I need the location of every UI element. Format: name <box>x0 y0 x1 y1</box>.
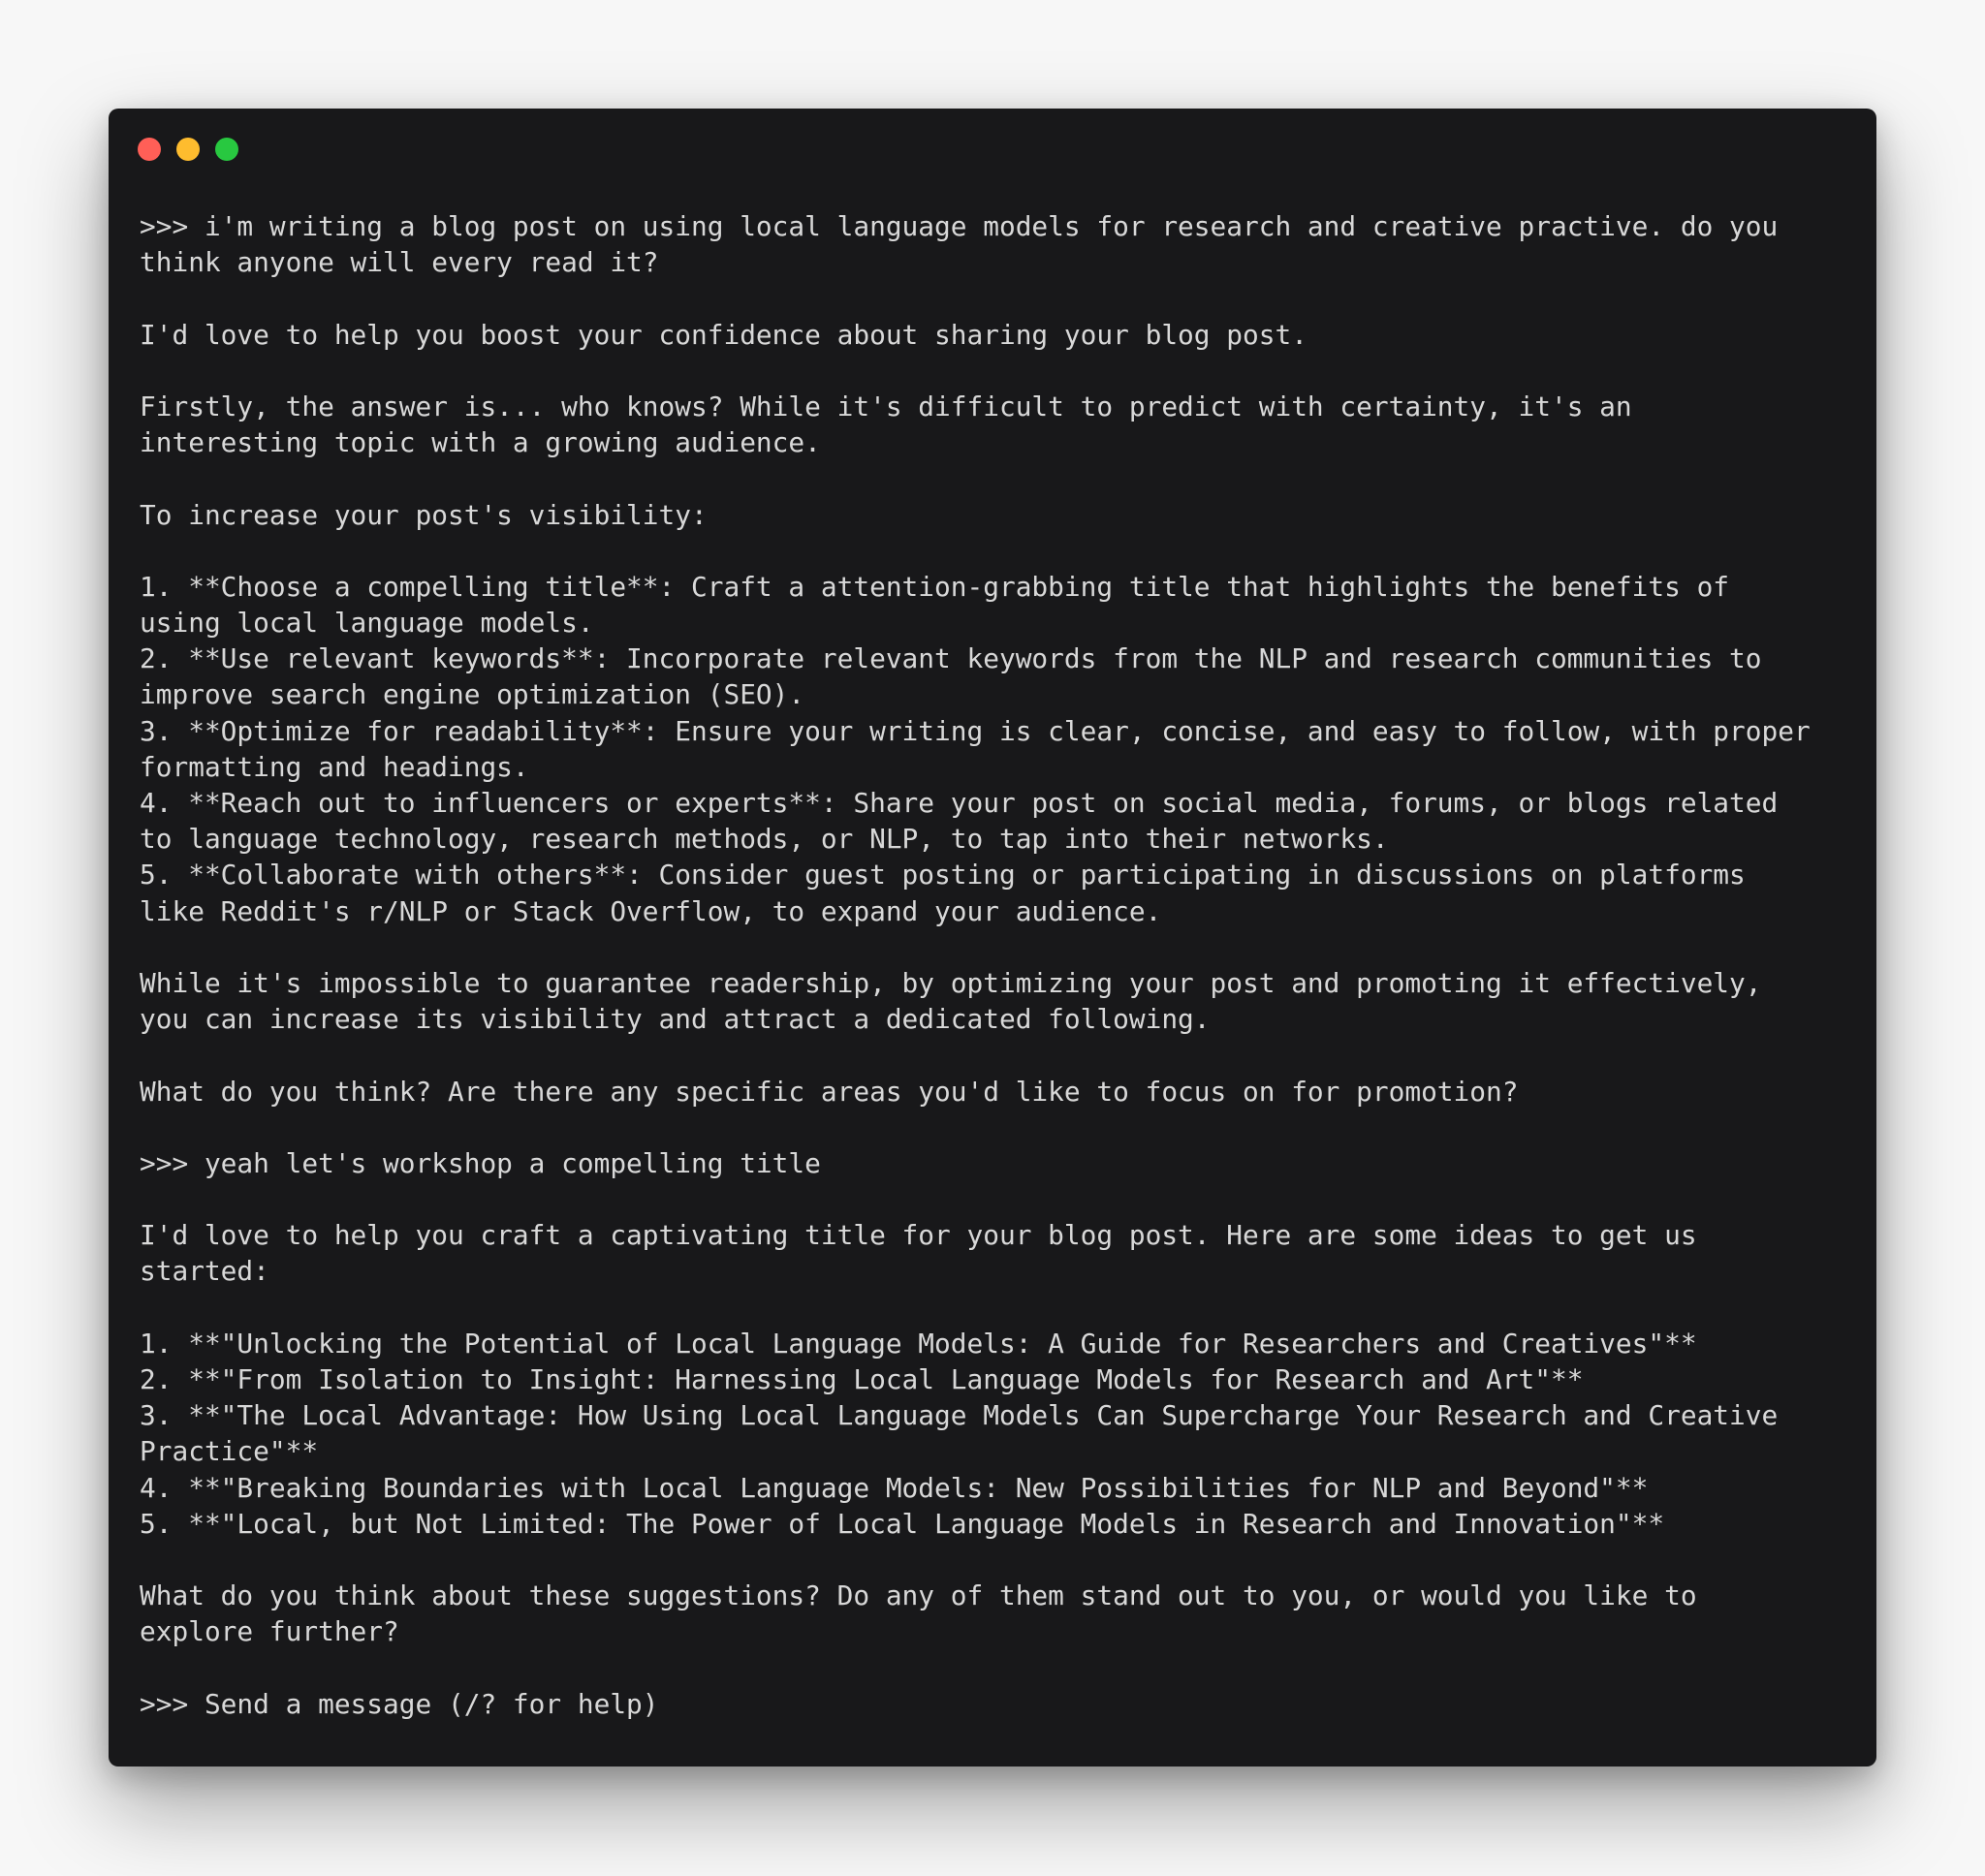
terminal-line: 2. **"From Isolation to Insight: Harnessing Local Language Models for Research and Art"** <box>140 1363 1584 1395</box>
terminal-line <box>140 353 1855 389</box>
terminal-line: 3. **"The Local Advantage: How Using Local Language Models Can Supercharge Your Research and Creative <box>140 1399 1779 1432</box>
terminal-line <box>140 1290 1855 1326</box>
terminal-line: 4. **Reach out to influencers or experts**: Share your post on social media, forums, or blogs related <box>140 787 1779 819</box>
terminal-line: I'd love to help you craft a captivating title for your blog post. Here are some ideas to get us <box>140 1219 1697 1252</box>
close-dot-icon[interactable] <box>138 138 161 161</box>
user-prompt-line: >>> i'm writing a blog post on using local language models for research and creative practive. do you <box>140 210 1779 242</box>
message-input-prompt[interactable]: >>> Send a message (/? for help) <box>140 1687 659 1720</box>
terminal-line: think anyone will every read it? <box>140 246 659 279</box>
window-controls <box>138 138 238 161</box>
terminal-line: 5. **Collaborate with others**: Consider guest posting or participating in discussions on platforms <box>140 859 1746 891</box>
maximize-dot-icon[interactable] <box>215 138 238 161</box>
terminal-line: interesting topic with a growing audience. <box>140 426 821 459</box>
terminal-line: 5. **"Local, but Not Limited: The Power of Local Language Models in Research and Innovation"** <box>140 1507 1665 1540</box>
terminal-line: I'd love to help you boost your confidence about sharing your blog post. <box>140 318 1308 351</box>
terminal-line: explore further? <box>140 1615 399 1648</box>
terminal-line: What do you think? Are there any specific areas you'd like to focus on for promotion? <box>140 1075 1519 1108</box>
terminal-line <box>140 929 1855 965</box>
terminal-line: 1. **Choose a compelling title**: Craft a attention-grabbing title that highlights the benefits of <box>140 570 1730 603</box>
terminal-line: Practice"** <box>140 1435 319 1468</box>
terminal-line <box>140 533 1855 569</box>
terminal-line: to language technology, research methods, or NLP, to tap into their networks. <box>140 823 1389 856</box>
terminal-line: 3. **Optimize for readability**: Ensure your writing is clear, concise, and easy to follow, with proper <box>140 714 1811 747</box>
terminal-line: formatting and headings. <box>140 750 529 783</box>
terminal-line: 2. **Use relevant keywords**: Incorporate relevant keywords from the NLP and research communities to <box>140 642 1762 675</box>
terminal-line <box>140 1542 1855 1578</box>
terminal-line <box>140 1181 1855 1217</box>
terminal-line: 4. **"Breaking Boundaries with Local Language Models: New Possibilities for NLP and Beyond"** <box>140 1471 1649 1504</box>
terminal-line: Firstly, the answer is... who knows? While it's difficult to predict with certainty, it's an <box>140 390 1632 422</box>
terminal-window <box>109 109 1876 1767</box>
terminal-line: you can increase its visibility and attract a dedicated following. <box>140 1003 1211 1036</box>
terminal-line: like Reddit's r/NLP or Stack Overflow, to expand your audience. <box>140 894 1162 927</box>
user-prompt-line: >>> yeah let's workshop a compelling title <box>140 1146 821 1179</box>
terminal-line <box>140 1037 1855 1073</box>
terminal-line: started: <box>140 1255 269 1288</box>
terminal-line <box>140 1110 1855 1145</box>
terminal-line: What do you think about these suggestions? Do any of them stand out to you, or would you like to <box>140 1579 1697 1612</box>
terminal-line <box>140 280 1855 316</box>
terminal-line: To increase your post's visibility: <box>140 498 708 531</box>
terminal-line: using local language models. <box>140 607 594 640</box>
terminal-line <box>140 1650 1855 1686</box>
terminal-line <box>140 460 1855 496</box>
terminal-line: 1. **"Unlocking the Potential of Local Language Models: A Guide for Researchers and Creatives"** <box>140 1327 1697 1360</box>
terminal-line: improve search engine optimization (SEO). <box>140 678 805 711</box>
terminal-output[interactable] <box>140 208 1855 1722</box>
minimize-dot-icon[interactable] <box>176 138 200 161</box>
terminal-line: While it's impossible to guarantee readership, by optimizing your post and promoting it effectively, <box>140 966 1762 999</box>
